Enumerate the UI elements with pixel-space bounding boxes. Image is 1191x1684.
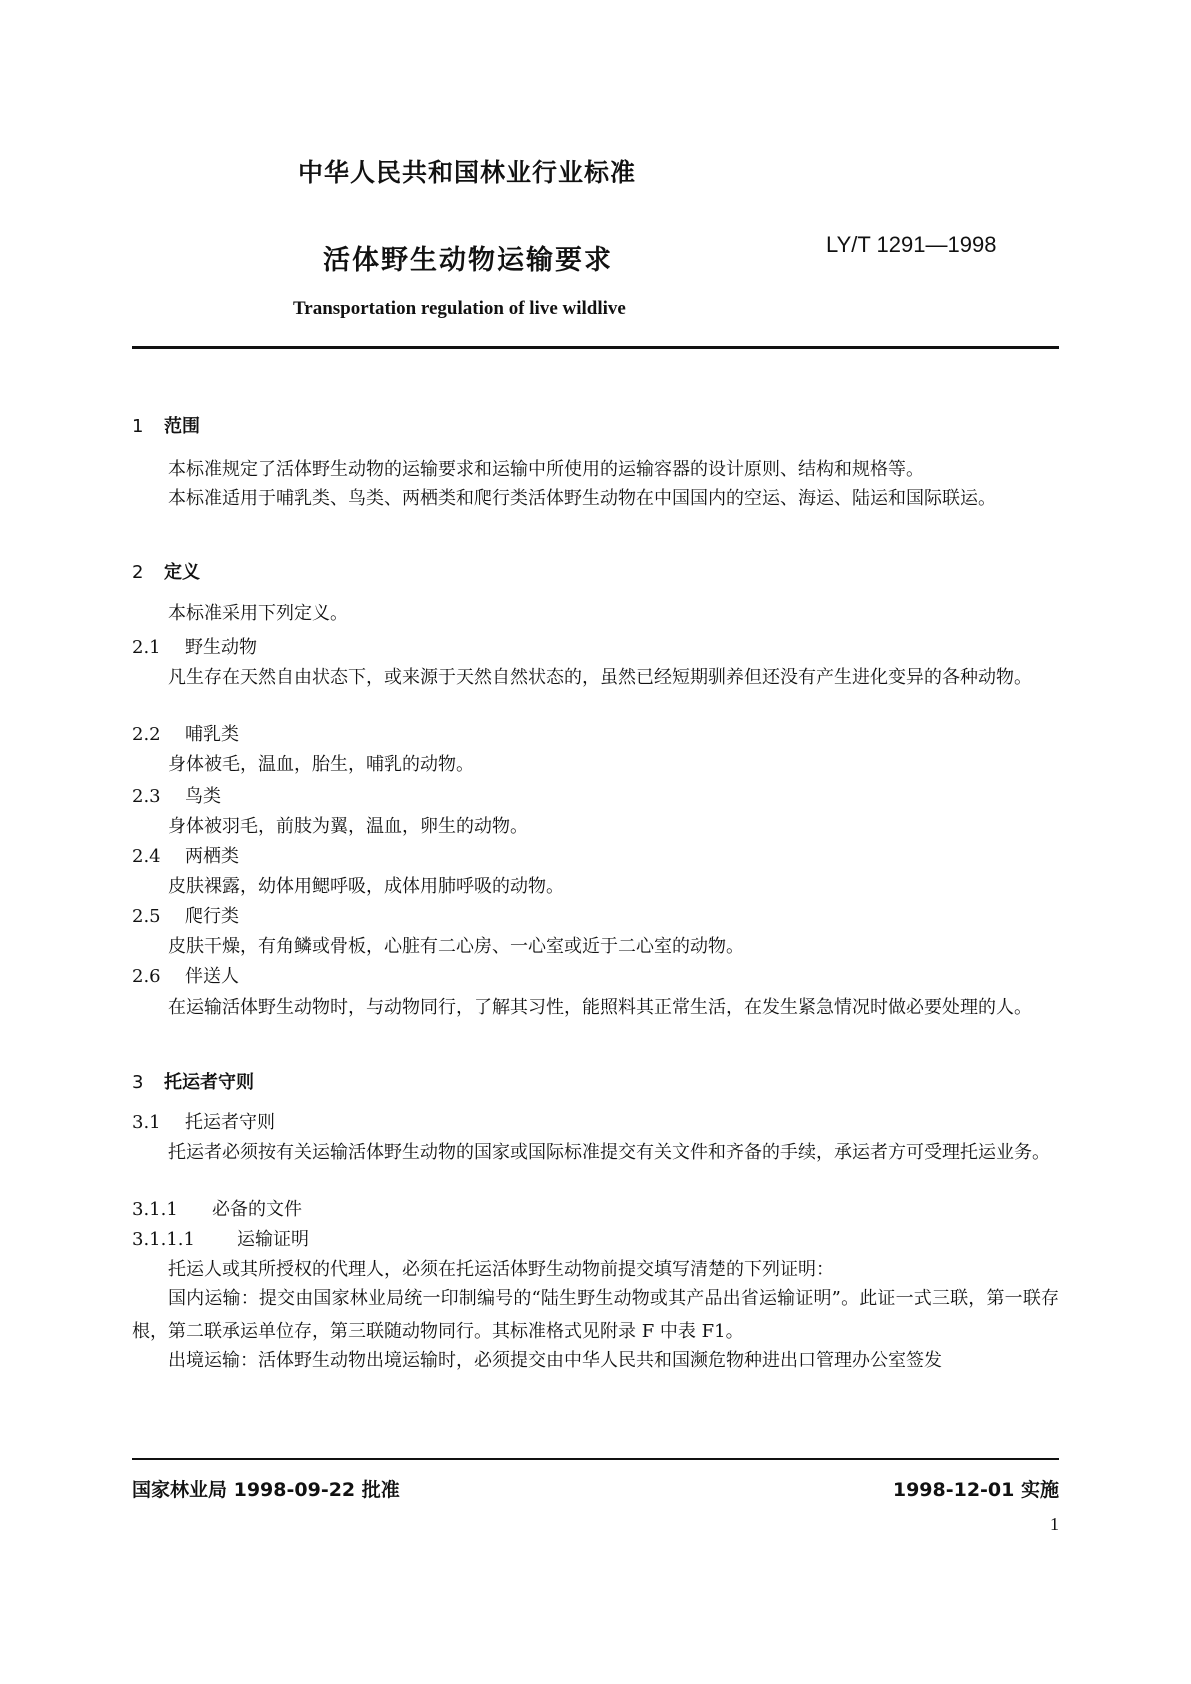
definition-term: 伴送人 (185, 966, 239, 987)
subsection-3-1-1-1-heading (132, 1225, 309, 1251)
definition-2-6-heading (132, 962, 239, 988)
section-3-paragraph-2: 国内运输：提交由国家林业局统一印制编号的“陆生野生动物或其产品出省运输证明”。此证一式三联，第一联存根，第二联承运单位存，第三联随动物同行。其标准格式见附录 F 中表 F1。 (132, 1288, 1059, 1342)
definition-term: 哺乳类 (185, 724, 239, 745)
definition-number: 2.5 (132, 906, 161, 927)
definition-2-2-heading (132, 720, 239, 746)
header-divider (132, 346, 1059, 349)
section-number: 3 (132, 1072, 144, 1093)
definition-term: 鸟类 (185, 786, 221, 807)
definition-number: 2.1 (132, 637, 161, 658)
definition-number: 2.3 (132, 786, 161, 807)
definition-2-3-text: 身体被羽毛，前肢为翼，温血，卵生的动物。 (168, 816, 528, 837)
definition-number: 2.2 (132, 724, 161, 745)
subsection-title: 运输证明 (237, 1229, 309, 1250)
page-number: 1 (1050, 1514, 1059, 1534)
section-1-heading (132, 412, 200, 438)
subsection-3-1-text: 托运者必须按有关运输活体野生动物的国家或国际标准提交有关文件和齐备的手续，承运者方可受理托运业务。 (168, 1142, 1050, 1163)
document-number: LY/T 1291—1998 (826, 232, 997, 257)
section-3-paragraph-1: 托运人或其所授权的代理人，必须在托运活体野生动物前提交填写清楚的下列证明： (168, 1259, 834, 1280)
definition-term: 野生动物 (185, 637, 257, 658)
definition-number: 2.4 (132, 846, 161, 867)
subsection-number: 3.1 (132, 1112, 161, 1133)
subsection-number: 3.1.1.1 (132, 1229, 195, 1250)
section-number: 1 (132, 416, 144, 437)
subsection-3-1-1-heading (132, 1195, 302, 1221)
subsection-3-1-heading (132, 1108, 275, 1134)
subsection-title: 必备的文件 (212, 1199, 302, 1220)
section-3-paragraph-3: 出境运输：活体野生动物出境运输时，必须提交由中华人民共和国濒危物种进出口管理办公室签发 (168, 1350, 942, 1371)
section-1-paragraph-2: 本标准适用于哺乳类、鸟类、两栖类和爬行类活体野生动物在中国国内的空运、海运、陆运和国际联运。 (168, 488, 996, 509)
section-title: 定义 (164, 562, 200, 583)
document-title-en: Transportation regulation of live wildlive (293, 298, 626, 319)
definition-2-6-text: 在运输活体野生动物时，与动物同行，了解其习性，能照料其正常生活，在发生紧急情况时做必要处理的人。 (168, 997, 1032, 1018)
definition-2-1-heading (132, 633, 257, 659)
section-1-paragraph-1: 本标准规定了活体野生动物的运输要求和运输中所使用的运输容器的设计原则、结构和规格等。 (168, 459, 924, 480)
standard-type-header: 中华人民共和国林业行业标准 (298, 158, 637, 187)
document-title-cn: 活体野生动物运输要求 (323, 245, 613, 276)
section-number: 2 (132, 562, 144, 583)
section-2-heading (132, 558, 200, 584)
definition-2-3-heading (132, 782, 221, 808)
effective-date-line: 1998-12-01 实施 (892, 1479, 1059, 1501)
definition-2-4-text: 皮肤裸露，幼体用鳃呼吸，成体用肺呼吸的动物。 (168, 876, 564, 897)
definition-2-5-text: 皮肤干燥，有角鳞或骨板，心脏有二心房、一心室或近于二心室的动物。 (168, 936, 744, 957)
approval-line: 国家林业局 1998-09-22 批准 (132, 1479, 400, 1501)
section-title: 范围 (164, 416, 200, 437)
definition-term: 爬行类 (185, 906, 239, 927)
section-title: 托运者守则 (164, 1072, 254, 1093)
definition-2-2-text: 身体被毛，温血，胎生，哺乳的动物。 (168, 754, 474, 775)
section-3-heading (132, 1068, 254, 1094)
section-2-intro: 本标准采用下列定义。 (168, 603, 348, 624)
definition-2-1-text: 凡生存在天然自由状态下，或来源于天然自然状态的，虽然已经短期驯养但还没有产生进化变异的各种动物。 (168, 667, 1032, 688)
footer-divider (132, 1458, 1059, 1460)
subsection-number: 3.1.1 (132, 1199, 178, 1220)
definition-2-4-heading (132, 842, 239, 868)
definition-2-5-heading (132, 902, 239, 928)
subsection-title: 托运者守则 (185, 1112, 275, 1133)
definition-number: 2.6 (132, 966, 161, 987)
definition-term: 两栖类 (185, 846, 239, 867)
